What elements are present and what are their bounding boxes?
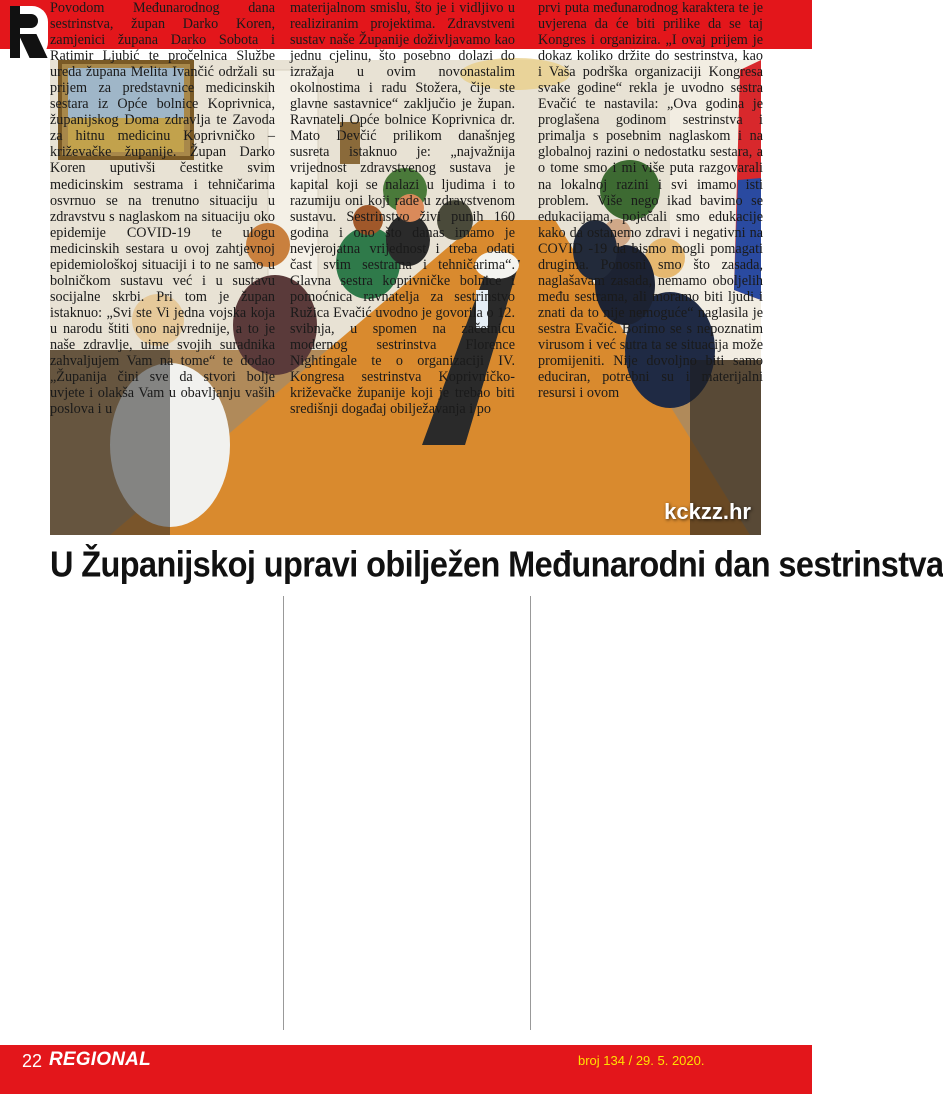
column-divider (530, 596, 531, 1030)
brand-logo: REGIONAL (49, 1049, 151, 1070)
r-logo-icon (10, 6, 48, 58)
article-column-1: Povodom Međunarodnog dana sestrinstva, župan Darko Koren, zamjenici župana Darko Sobota i Ratimir Ljubić te pročelnica Službe ureda župana Melita Ivančić održali su prijem za predstavnice medicinskih sestara iz Opće bolnice Koprivnica, županijskog Doma zdravlja te Zavoda za hitnu medicinu Koprivničko – križevačke županije. Župan Darko Koren uputivši čestitke svim medicinskim sestrama i tehničarima osvrnuo se na trenutno situaciju u zdravstvu s naglaskom na situaciju oko epidemije COVID-19 te ulogu medicinskih sestara u ovoj zahtjevnoj epidemiološkoj situaciji i to ne samo u bolničkom sustavu već i u sustavu socijalne skrbi. Pri tom je župan istaknuo: „Svi ste Vi jedna vojska koja u narodu štiti ono najvrednije, a to je naše zdravlje, uime svojih suradnika zahvaljujem Vam na tome“ te dodao „Županija čini sve da stvori bolje uvjete i olakša Vam u obavljanju vaših poslova i u (50, 0, 275, 418)
article-headline: U Županijskoj upravi obilježen Međunarodni dan sestrinstva (50, 543, 943, 585)
photo-credit: kckzz.hr (664, 499, 751, 524)
article-column-3: prvi puta međunarodnog karaktera te je uvjerena da će biti prilike da se taj Kongres i organizira. „I ovaj prijem je dokaz koliko držite do sestrinstva, kao i Vaša podrška organizaciji Kongresa svake godine“ rekla je uvodno sestra Evačić te nastavila: „Ova godina je proglašena godinom sestrinstva i primalja s posebnim naglaskom i na globalnoj razini o nedostatku sestara, a o tome smo i mi više puta razgovarali na lokalnoj razini i svi imamo isti problem. Više nego ikad bavimo se edukacijama, pojačali smo edukacije kako da ostanemo zdravi i negativni na COVID -19 da bismo mogli pomagati drugima. Ponosni smo što zasada, naglašavam zasada, nemamo oboljelih među sestrama, ali moramo biti ljudi i znati da to nije nemoguće“ naglasila je sestra Evačić. Borimo se s nepoznatim virusom i već sutra ta se situacija može promijeniti. Nije dovoljno biti samo educiran, potrebni su i materijalni resursi i ovom (538, 0, 763, 402)
article-column-2: materijalnom smislu, što je i vidljivo u realiziranim projektima. Zdravstveni sustav naše Županije doživljavamo kao jednu cjelinu, što posebno dolazi do izražaja u ovim novonastalim okolnostima i radu Stožera, čije ste glavne sastavnice“ zaključio je župan. Ravnatelj Opće bolnice Koprivnica dr. Mato Devčić prilikom današnjeg susreta istaknuo je: „najvažnija vrijednost zdravstvenog sustava je kapital koji se nalazi u ljudima i to razumiju oni koji rade u zdravstvenom sustavu. Sestrinstvo živi punih 160 godina i ono što danas imamo je nevjerojatna vrijednost i treba odati čast svim sestrama i tehničarima“. Glavna sestra koprivničke bolnice i pomoćnica ravnatelja za sestrinstvo Ružica Evačić uvodno je govorila o 12. svibnja, u spomen na začetnicu modernog sestrinstva Florence Nightingale te o organizaciji IV. Kongresa sestrinstva Koprivničko-križevačke županije koji je trebao biti središnji događaj obilježavanja i po (290, 0, 515, 418)
column-divider (283, 596, 284, 1030)
issue-date: broj 134 / 29. 5. 2020. (578, 1053, 705, 1068)
page-number: 22 (22, 1051, 43, 1071)
